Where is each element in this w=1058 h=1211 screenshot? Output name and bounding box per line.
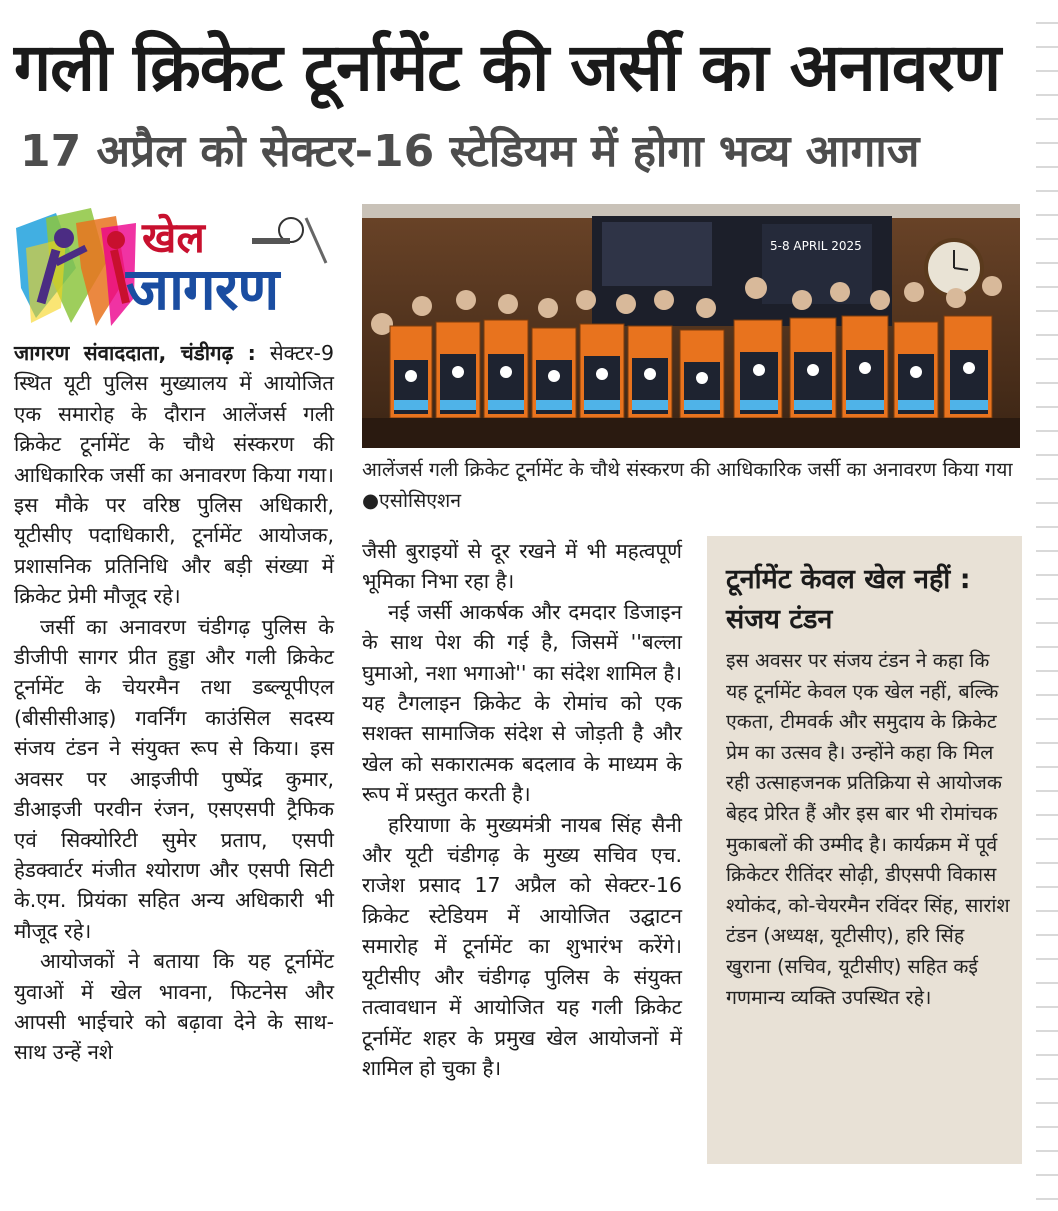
headline: गली क्रिकेट टूर्नामेंट की जर्सी का अनावरण <box>14 29 1001 106</box>
article-paragraph: हरियाणा के मुख्यमंत्री नायब सिंह सैनी और यूटी चंडीगढ़ के मुख्य सचिव एच. राजेश प्रसाद 17 अप्रैल को सेक्टर-16 क्रिकेट स्टेडियम में आयोजित उद्घाटन समारोह में टूर्नामेंट का शुभारंभ करेंगे। यूटीसीए और चंडीगढ़ पुलिस के संयुक्त तत्वावधान में आयोजित यह गली क्रिकेट टूर्नामेंट शहर के प्रमुख खेल आयोजनों में शामिल हो चुका है। <box>362 812 682 1080</box>
photo-caption: आलेंजर्स गली क्रिकेट टूर्नामेंट के चौथे संस्करण की आधिकारिक जर्सी का अनावरण किया गया ●एसोसिएशन <box>362 458 1013 512</box>
article-paragraph: जागरण संवाददाता, चंडीगढ़ : सेक्टर-9 स्थित यूटी पुलिस मुख्यालय में आयोजित एक समारोह के दौरान आलेंजर्स गली क्रिकेट टूर्नामेंट के चौथे संस्करण की आधिकारिक जर्सी का अनावरण किया गया। इस मौके पर वरिष्ठ पुलिस अधिकारी, यूटीसीए पदाधिकारी, टूर्नामेंट आयोजक, प्रशासनिक प्रतिनिधि और बड़ी संख्या में क्रिकेट प्रेमी मौजूद रहे। <box>14 341 334 609</box>
banner-date-text: 5-8 APRIL 2025 <box>770 239 862 253</box>
article-paragraph: जर्सी का अनावरण चंडीगढ़ पुलिस के डीजीपी सागर प्रीत हुड्डा और गली क्रिकेट टूर्नामेंट के चेयरमैन तथा डब्ल्यूपीएल (बीसीसीआइ) गवर्निंग काउंसिल सदस्य संजय टंडन ने संयुक्त रूप से किया। इस अवसर पर आइजीपी पुष्पेंद्र कुमार, डीआइजी परवीन रंजन, एसएसपी ट्रैफिक एवं सिक्योरिटी सुमेर प्रताप, एसपी हेडक्वार्टर मंजीत श्योराण और एसपी सिटी के.एम. प्रियंका सहित अन्य अधिकारी भी मौजूद रहे। <box>14 614 334 943</box>
article-paragraph: नई जर्सी आकर्षक और दमदार डिजाइन के साथ पेश की गई है, जिसमें ''बल्ला घुमाओ, नशा भगाओ'' का संदेश शामिल है। यह टैगलाइन क्रिकेट के रोमांच को एक सशक्त सामाजिक संदेश से जोड़ती है और खेल को सकारात्मक बदलाव के माध्यम के रूप में प्रस्तुत करती है। <box>362 599 682 807</box>
subheadline: 17 अप्रैल को सेक्टर-16 स्टेडियम में होगा भव्य आगाज <box>20 126 920 177</box>
dateline: जागरण संवाददाता, चंडीगढ़ : <box>14 341 256 365</box>
logo-text-jagran: जागरण <box>126 255 279 323</box>
sidebar-paragraph: इस अवसर पर संजय टंडन ने कहा कि यह टूर्नामेंट केवल एक खेल नहीं, बल्कि एकता, टीमवर्क और समुदाय के क्रिकेट प्रेम का उत्सव है। उन्होंने कहा कि मिल रही उत्साहजनक प्रतिक्रिया से आयोजक बेहद प्रेरित हैं और इस बार भी रोमांचक मुकाबलों की उम्मीद है। कार्यक्रम में पूर्व क्रिकेटर रीतिंदर सोढ़ी, डीएसपी विकास श्योकंद, को-चेयरमैन रविंदर सिंह, सारांश टंडन (अध्यक्ष, यूटीसीए), हरि सिंह खुराना (सचिव, यूटीसीए) सहित कई गणमान्य व्यक्ति उपस्थित रहे। <box>726 649 1010 1009</box>
article-paragraph: आयोजकों ने बताया कि यह टूर्नामेंट युवाओं में खेल भावना, फिटनेस और आपसी भाईचारे को बढ़ावा देने के साथ-साथ उन्हें नशे <box>14 949 334 1065</box>
jersey-unveiling-photo <box>362 204 1020 448</box>
article-paragraph: जैसी बुराइयों से दूर रखने में भी महत्वपूर्ण भूमिका निभा रहा है। <box>362 539 682 594</box>
logo-text-khel: खेल <box>142 213 205 262</box>
adjacent-column-edge <box>1036 0 1058 1211</box>
article-column-1 <box>14 338 334 1068</box>
article-column-2 <box>362 536 682 1083</box>
sidebar-title: टूर्नामेंट केवल खेल नहीं : संजय टंडन <box>726 564 971 635</box>
sidebar-body <box>726 646 1011 1013</box>
